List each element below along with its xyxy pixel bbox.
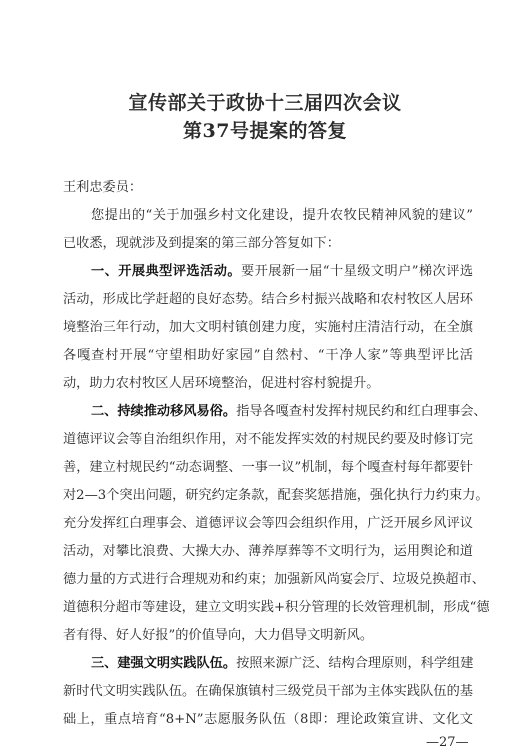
section-2-text: 指导各嘎查村发挥村规民约和红白理事会、	[236, 404, 487, 419]
section-2-heading: 二、持续推动移风易俗。	[91, 404, 237, 419]
section-3-first-line	[91, 657, 473, 670]
section-1-heading: 一、开展典型评选活动。	[91, 264, 241, 279]
section-1-first-line	[91, 265, 473, 278]
section-1-line-2: 活动，形成比学赶超的良好态势。结合乡村振兴战略和农村牧区人居环	[63, 292, 473, 307]
document-title-line-2: 第37号提案的答复	[183, 120, 347, 142]
section-1-line-5: 动，助力农村牧区人居环境整治，促进村容村貌提升。	[63, 376, 380, 391]
section-1-text: 要开展新一届“十星级文明户”梯次评选	[240, 264, 474, 279]
section-2-line-9: 者有得、好人好报”的价值导向，大力倡导文明新风。	[63, 628, 374, 643]
document-title-line-1: 宣传部关于政协十三届四次会议	[128, 92, 402, 114]
section-2-first-line	[91, 404, 487, 419]
intro-line-1: 您提出的“关于加强乡村文化建设，提升农牧民精神风貌的建议”	[91, 208, 473, 223]
section-3-text: 按照来源广泛、结构合理原则，科学组建	[236, 656, 474, 671]
intro-line-2: 已收悉，现就涉及到提案的第三部分答复如下：	[63, 236, 340, 251]
page-number: —27—	[426, 735, 469, 750]
section-2-line-3: 善，建立村规民约“动态调整、一事一议”机制，每个嘎查村每年都要针	[63, 460, 473, 475]
section-2-line-6: 活动，对攀比浪费、大操大办、薄养厚葬等不文明行为，运用舆论和道	[63, 544, 473, 559]
section-2-line-5: 充分发挥红白理事会、道德评议会等四会组织作用，广泛开展乡风评议	[63, 516, 473, 531]
section-1-line-4: 各嘎查村开展“守望相助好家园”自然村、“干净人家”等典型评比活	[63, 348, 473, 363]
section-3-line-2: 新时代文明实践队伍。在确保旗镇村三级党员干部为主体实践队伍的基	[63, 684, 473, 699]
section-3-line-3: 础上，重点培育“8+N”志愿服务队伍（8即：理论政策宣讲、文化文	[63, 712, 473, 727]
section-2-line-8: 道德积分超市等建设，建立文明实践+积分管理的长效管理机制，形成“德	[63, 600, 490, 615]
section-1-line-3: 境整治三年行动，加大文明村镇创建力度，实施村庄清洁行动，在全旗	[63, 320, 473, 335]
section-2-line-2: 道德评议会等自治组织作用，对不能发挥实效的村规民约要及时修订完	[63, 432, 473, 447]
section-2-line-7: 德力量的方式进行合理规劝和约束；加强新风尚宴会厅、垃圾兑换超市、	[63, 572, 485, 587]
section-3-heading: 三、建强文明实践队伍。	[91, 656, 237, 671]
section-2-line-4: 对2—3个突出问题，研究约定条款，配套奖惩措施，强化执行力约束力。	[63, 488, 489, 503]
salutation: 王利忠委员：	[63, 180, 143, 195]
